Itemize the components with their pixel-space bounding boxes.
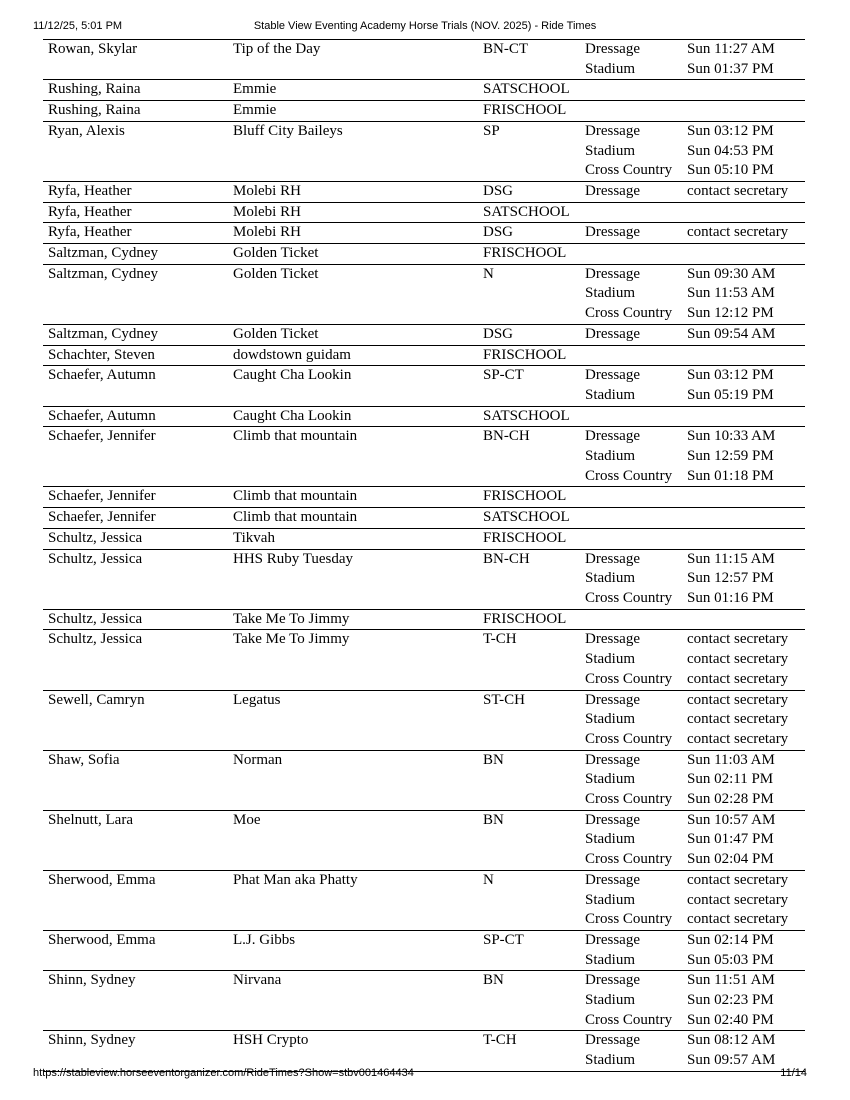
phase-name: Stadium [585, 831, 636, 848]
rider-name: Saltzman, Cydney [43, 264, 228, 324]
phase-list [580, 121, 682, 181]
division: SP-CT [478, 366, 580, 406]
page-number: 11/14 [780, 1067, 807, 1079]
horse-name: HHS Ruby Tuesday [228, 549, 478, 609]
table-row [43, 121, 805, 181]
time-list [682, 870, 805, 930]
ride-time: contact secretary [687, 711, 789, 728]
phase-name: Cross Country [585, 589, 673, 606]
phase-list [580, 264, 682, 324]
phase-name: Cross Country [585, 911, 673, 928]
table-row [43, 181, 805, 202]
horse-name: Emmie [228, 101, 478, 122]
ride-time: Sun 05:10 PM [687, 162, 774, 179]
division: DSG [478, 223, 580, 244]
time-list [682, 508, 805, 529]
horse-name: Tikvah [228, 528, 478, 549]
table-row [43, 406, 805, 427]
phase-name: Cross Country [585, 305, 673, 322]
ride-time: Sun 03:12 PM [687, 122, 774, 139]
table-row [43, 264, 805, 324]
phase-list [580, 690, 682, 750]
phase-list [580, 930, 682, 970]
print-datetime: 11/12/25, 5:01 PM [33, 20, 123, 32]
horse-name: Tip of the Day [228, 40, 478, 80]
table-row [43, 528, 805, 549]
time-list [682, 750, 805, 810]
horse-name: Legatus [228, 690, 478, 750]
division: DSG [478, 181, 580, 202]
division: FRISCHOOL [478, 244, 580, 265]
phase-list [580, 181, 682, 202]
ride-time: contact secretary [687, 651, 789, 668]
rider-name: Shinn, Sydney [43, 971, 228, 1031]
horse-name: Norman [228, 750, 478, 810]
horse-name: Golden Ticket [228, 264, 478, 324]
phase-list [580, 549, 682, 609]
horse-name: Golden Ticket [228, 324, 478, 345]
horse-name: Nirvana [228, 971, 478, 1031]
phase-list [580, 406, 682, 427]
time-list [682, 40, 805, 80]
rider-name: Schaefer, Autumn [43, 366, 228, 406]
division: SATSCHOOL [478, 508, 580, 529]
phase-name: Stadium [585, 448, 636, 465]
phase-name: Cross Country [585, 1011, 673, 1028]
time-list [682, 406, 805, 427]
horse-name: HSH Crypto [228, 1031, 478, 1071]
phase-name: Dressage [585, 367, 640, 384]
phase-name: Dressage [585, 972, 640, 989]
phase-name: Stadium [585, 60, 636, 77]
division: DSG [478, 324, 580, 345]
phase-name: Stadium [585, 1052, 636, 1069]
horse-name: Take Me To Jimmy [228, 630, 478, 690]
time-list [682, 202, 805, 223]
phase-name: Stadium [585, 570, 636, 587]
time-list [682, 80, 805, 101]
phase-list [580, 810, 682, 870]
horse-name: Take Me To Jimmy [228, 609, 478, 630]
division: FRISCHOOL [478, 528, 580, 549]
time-list [682, 487, 805, 508]
division: BN-CT [478, 40, 580, 80]
ride-time: contact secretary [687, 730, 789, 747]
table-row [43, 202, 805, 223]
rider-name: Sewell, Camryn [43, 690, 228, 750]
horse-name: Molebi RH [228, 181, 478, 202]
rider-name: Shelnutt, Lara [43, 810, 228, 870]
rider-name: Sherwood, Emma [43, 870, 228, 930]
division: FRISCHOOL [478, 345, 580, 366]
time-list [682, 630, 805, 690]
table-row [43, 750, 805, 810]
horse-name: Climb that mountain [228, 427, 478, 487]
ride-time: Sun 02:14 PM [687, 931, 774, 948]
phase-list [580, 202, 682, 223]
phase-name: Stadium [585, 142, 636, 159]
horse-name: Caught Cha Lookin [228, 406, 478, 427]
table-row [43, 630, 805, 690]
phase-name: Cross Country [585, 670, 673, 687]
time-list [682, 549, 805, 609]
phase-list [580, 508, 682, 529]
ride-time: contact secretary [687, 911, 789, 928]
table-row [43, 930, 805, 970]
phase-list [580, 101, 682, 122]
division: BN-CH [478, 549, 580, 609]
rider-name: Schaefer, Jennifer [43, 487, 228, 508]
phase-name: Stadium [585, 386, 636, 403]
table-row [43, 366, 805, 406]
phase-name: Dressage [585, 41, 640, 57]
phase-name: Dressage [585, 811, 640, 828]
table-row [43, 345, 805, 366]
phase-name: Stadium [585, 951, 636, 968]
division: FRISCHOOL [478, 101, 580, 122]
page-title: Stable View Eventing Academy Horse Trials (NOV. 2025) - Ride Times [253, 20, 597, 32]
ride-time: Sun 12:12 PM [687, 305, 774, 322]
division: N [478, 870, 580, 930]
division: T-CH [478, 630, 580, 690]
time-list [682, 528, 805, 549]
ride-time: Sun 10:57 AM [687, 811, 776, 828]
table-row [43, 427, 805, 487]
phase-list [580, 971, 682, 1031]
phase-name: Dressage [585, 224, 640, 241]
ride-time: contact secretary [687, 631, 789, 648]
phase-name: Stadium [585, 711, 636, 728]
phase-list [580, 1031, 682, 1071]
ride-time: Sun 05:19 PM [687, 386, 774, 403]
time-list [682, 181, 805, 202]
ride-time: contact secretary [687, 691, 789, 708]
rider-name: Ryfa, Heather [43, 223, 228, 244]
phase-name: Dressage [585, 428, 640, 445]
division: BN [478, 810, 580, 870]
ride-time: Sun 01:18 PM [687, 467, 774, 484]
phase-name: Cross Country [585, 851, 673, 868]
rider-name: Schultz, Jessica [43, 549, 228, 609]
time-list [682, 366, 805, 406]
time-list [682, 121, 805, 181]
rider-name: Shinn, Sydney [43, 1031, 228, 1071]
rider-name: Rushing, Raina [43, 80, 228, 101]
rider-name: Shaw, Sofia [43, 750, 228, 810]
phase-name: Dressage [585, 931, 640, 948]
table-row [43, 549, 805, 609]
ride-time: Sun 11:53 AM [687, 285, 775, 302]
time-list [682, 1031, 805, 1071]
time-list [682, 264, 805, 324]
horse-name: Bluff City Baileys [228, 121, 478, 181]
ride-time: Sun 01:37 PM [687, 60, 774, 77]
phase-list [580, 630, 682, 690]
ride-time: Sun 02:40 PM [687, 1011, 774, 1028]
ride-time: Sun 11:03 AM [687, 751, 775, 768]
ride-time: contact secretary [687, 891, 789, 908]
phase-name: Cross Country [585, 467, 673, 484]
rider-name: Schaefer, Jennifer [43, 427, 228, 487]
phase-name: Dressage [585, 550, 640, 567]
phase-name: Stadium [585, 891, 636, 908]
phase-name: Dressage [585, 871, 640, 888]
time-list [682, 101, 805, 122]
ride-time: Sun 11:27 AM [687, 41, 775, 57]
phase-list [580, 223, 682, 244]
horse-name: Molebi RH [228, 223, 478, 244]
phase-list [580, 870, 682, 930]
division: SATSCHOOL [478, 406, 580, 427]
time-list [682, 345, 805, 366]
rider-name: Sherwood, Emma [43, 930, 228, 970]
ride-time: Sun 04:53 PM [687, 142, 774, 159]
ride-time: Sun 10:33 AM [687, 428, 776, 445]
phase-list [580, 244, 682, 265]
table-row [43, 971, 805, 1031]
phase-name: Dressage [585, 265, 640, 282]
ride-time: Sun 12:59 PM [687, 448, 774, 465]
time-list [682, 971, 805, 1031]
time-list [682, 324, 805, 345]
ride-time: Sun 02:28 PM [687, 791, 774, 808]
division: BN [478, 750, 580, 810]
table-row [43, 487, 805, 508]
division: N [478, 264, 580, 324]
time-list [682, 427, 805, 487]
horse-name: Golden Ticket [228, 244, 478, 265]
rider-name: Ryfa, Heather [43, 202, 228, 223]
division: BN-CH [478, 427, 580, 487]
table-row [43, 80, 805, 101]
ride-time: Sun 03:12 PM [687, 367, 774, 384]
table-row [43, 244, 805, 265]
phase-list [580, 80, 682, 101]
division: BN [478, 971, 580, 1031]
ride-time: contact secretary [687, 871, 789, 888]
phase-list [580, 366, 682, 406]
time-list [682, 223, 805, 244]
ride-time: Sun 09:30 AM [687, 265, 776, 282]
division: SP [478, 121, 580, 181]
ride-time: contact secretary [687, 224, 789, 241]
rider-name: Ryfa, Heather [43, 181, 228, 202]
time-list [682, 244, 805, 265]
table-row [43, 870, 805, 930]
table-row [43, 101, 805, 122]
table-row [43, 40, 805, 80]
phase-list [580, 750, 682, 810]
ride-time: Sun 05:03 PM [687, 951, 774, 968]
phase-list [580, 609, 682, 630]
ride-time: Sun 09:57 AM [687, 1052, 776, 1069]
ride-time: Sun 02:11 PM [687, 771, 774, 788]
horse-name: Emmie [228, 80, 478, 101]
ride-time: contact secretary [687, 670, 789, 687]
rider-name: Schaefer, Jennifer [43, 508, 228, 529]
table-row [43, 609, 805, 630]
division: SATSCHOOL [478, 202, 580, 223]
phase-name: Stadium [585, 651, 636, 668]
rider-name: Schaefer, Autumn [43, 406, 228, 427]
phase-name: Dressage [585, 1032, 640, 1049]
horse-name: L.J. Gibbs [228, 930, 478, 970]
ride-times-table [43, 39, 805, 1072]
phase-name: Dressage [585, 691, 640, 708]
rider-name: Ryan, Alexis [43, 121, 228, 181]
division: FRISCHOOL [478, 609, 580, 630]
rider-name: Schultz, Jessica [43, 609, 228, 630]
division: ST-CH [478, 690, 580, 750]
time-list [682, 810, 805, 870]
ride-time: Sun 11:15 AM [687, 550, 775, 567]
horse-name: Caught Cha Lookin [228, 366, 478, 406]
rider-name: Schachter, Steven [43, 345, 228, 366]
table-row [43, 223, 805, 244]
ride-time: contact secretary [687, 182, 789, 199]
rider-name: Schultz, Jessica [43, 528, 228, 549]
phase-name: Cross Country [585, 791, 673, 808]
phase-list [580, 345, 682, 366]
phase-name: Stadium [585, 992, 636, 1009]
ride-time: Sun 02:04 PM [687, 851, 774, 868]
time-list [682, 690, 805, 750]
ride-time: Sun 02:23 PM [687, 992, 774, 1009]
phase-list [580, 324, 682, 345]
time-list [682, 930, 805, 970]
division: FRISCHOOL [478, 487, 580, 508]
ride-time: Sun 09:54 AM [687, 325, 776, 342]
division: SP-CT [478, 930, 580, 970]
horse-name: Climb that mountain [228, 508, 478, 529]
phase-list [580, 487, 682, 508]
phase-name: Stadium [585, 285, 636, 302]
horse-name: Climb that mountain [228, 487, 478, 508]
phase-name: Dressage [585, 325, 640, 342]
table-row [43, 324, 805, 345]
phase-name: Cross Country [585, 730, 673, 747]
division: T-CH [478, 1031, 580, 1071]
rider-name: Saltzman, Cydney [43, 244, 228, 265]
table-row [43, 690, 805, 750]
phase-name: Dressage [585, 751, 640, 768]
division: SATSCHOOL [478, 80, 580, 101]
phase-list [580, 40, 682, 80]
phase-list [580, 427, 682, 487]
page-url: https://stableview.horseeventorganizer.com/RideTimes?Show=stbv001464434 [33, 1067, 414, 1079]
horse-name: Phat Man aka Phatty [228, 870, 478, 930]
horse-name: dowdstown guidam [228, 345, 478, 366]
ride-time: Sun 12:57 PM [687, 570, 774, 587]
phase-list [580, 528, 682, 549]
rider-name: Rushing, Raina [43, 101, 228, 122]
rider-name: Rowan, Skylar [43, 40, 228, 80]
phase-name: Dressage [585, 631, 640, 648]
horse-name: Moe [228, 810, 478, 870]
rider-name: Saltzman, Cydney [43, 324, 228, 345]
phase-name: Cross Country [585, 162, 673, 179]
time-list [682, 609, 805, 630]
ride-time: Sun 11:51 AM [687, 972, 775, 989]
ride-time: Sun 08:12 AM [687, 1032, 776, 1049]
ride-time: Sun 01:16 PM [687, 589, 774, 606]
table-row [43, 508, 805, 529]
horse-name: Molebi RH [228, 202, 478, 223]
table-row [43, 1031, 805, 1071]
phase-name: Dressage [585, 182, 640, 199]
phase-name: Dressage [585, 122, 640, 139]
table-row [43, 810, 805, 870]
ride-time: Sun 01:47 PM [687, 831, 774, 848]
rider-name: Schultz, Jessica [43, 630, 228, 690]
phase-name: Stadium [585, 771, 636, 788]
